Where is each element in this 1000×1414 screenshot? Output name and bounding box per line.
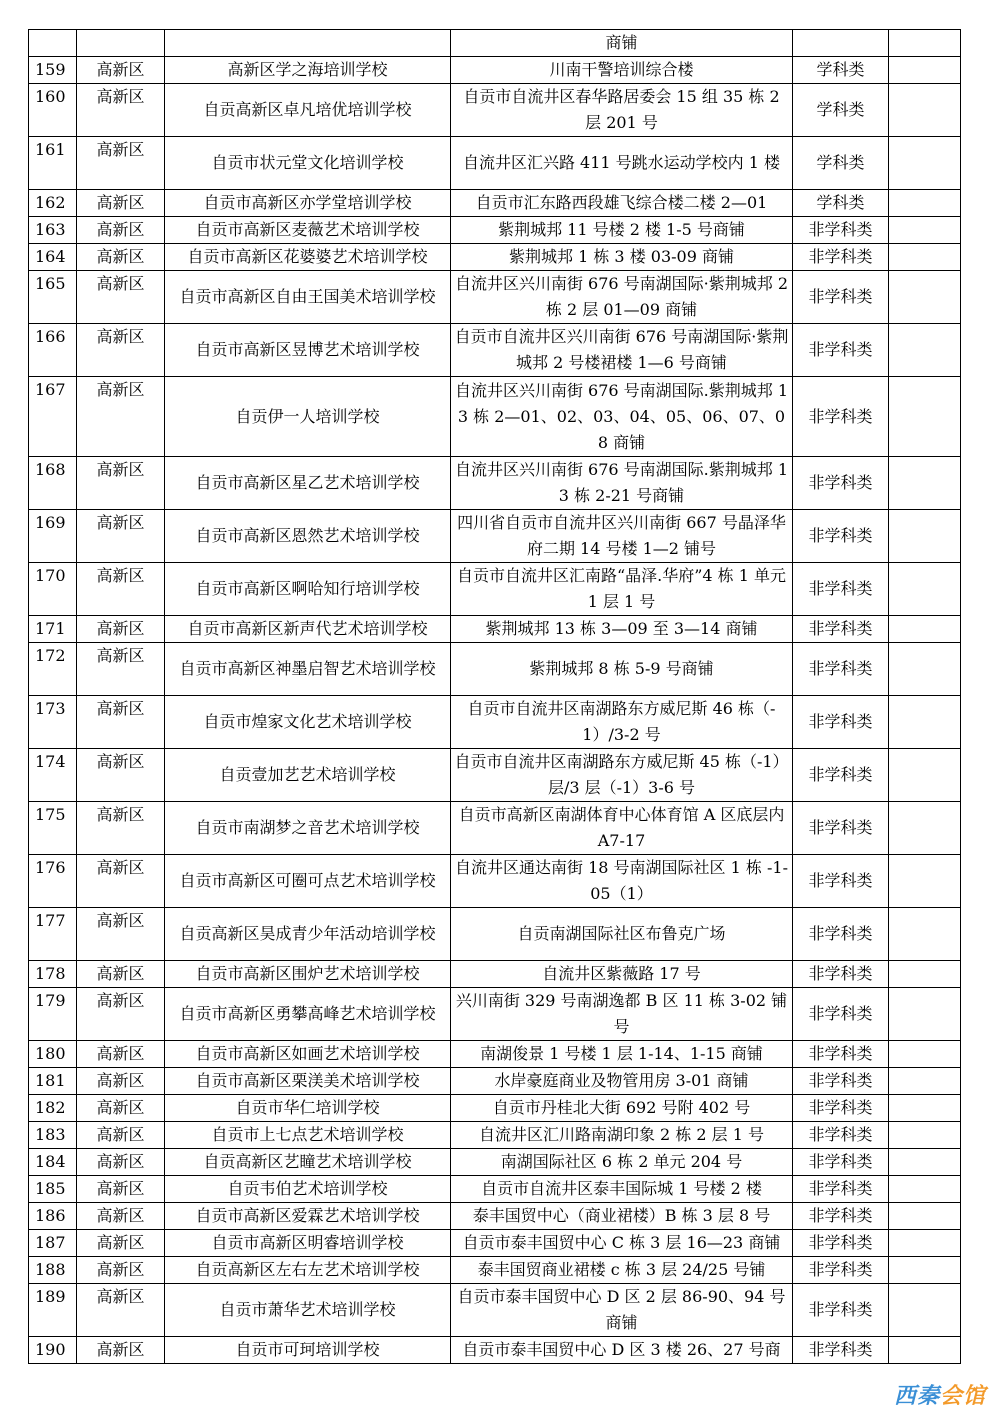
address-cell: 泰丰国贸中心（商业裙楼）B 栋 3 层 8 号 <box>451 1203 793 1230</box>
district-cell: 高新区 <box>77 855 165 908</box>
category-cell: 非学科类 <box>793 217 889 244</box>
row-number: 177 <box>29 908 77 961</box>
row-number: 185 <box>29 1176 77 1203</box>
school-name-cell: 自贡高新区昊成青少年活动培训学校 <box>165 908 451 961</box>
district-cell: 高新区 <box>77 1068 165 1095</box>
category-cell: 非学科类 <box>793 1041 889 1068</box>
row-number: 186 <box>29 1203 77 1230</box>
table-row <box>29 1337 961 1364</box>
school-name-cell: 自贡市高新区新声代艺术培训学校 <box>165 616 451 643</box>
category-cell: 非学科类 <box>793 1176 889 1203</box>
category-cell: 非学科类 <box>793 271 889 324</box>
address-cell: 商铺 <box>451 30 793 57</box>
row-number: 164 <box>29 244 77 271</box>
school-name-cell: 自贡市高新区昱博艺术培训学校 <box>165 324 451 377</box>
category-cell: 非学科类 <box>793 616 889 643</box>
table-row <box>29 510 961 563</box>
school-name-cell: 自贡伊一人培训学校 <box>165 377 451 457</box>
school-name-cell: 自贡市高新区可圈可点艺术培训学校 <box>165 855 451 908</box>
remark-cell <box>889 377 961 457</box>
category-cell: 非学科类 <box>793 1257 889 1284</box>
school-name-cell: 自贡市高新区爱霖艺术培训学校 <box>165 1203 451 1230</box>
category-cell: 非学科类 <box>793 377 889 457</box>
address-cell: 自流井区兴川南街 676 号南湖国际.紫荆城邦 13 栋 2—01、02、03、04、05、06、07、08 商铺 <box>451 377 793 457</box>
remark-cell <box>889 749 961 802</box>
remark-cell <box>889 457 961 510</box>
remark-cell <box>889 961 961 988</box>
remark-cell <box>889 1122 961 1149</box>
address-cell: 自贡市自流井区汇南路“晶泽.华府”4 栋 1 单元 1 层 1 号 <box>451 563 793 616</box>
remark-cell <box>889 988 961 1041</box>
category-cell: 非学科类 <box>793 988 889 1041</box>
address-cell: 自流井区汇川路南湖印象 2 栋 2 层 1 号 <box>451 1122 793 1149</box>
district-cell: 高新区 <box>77 696 165 749</box>
table-row <box>29 855 961 908</box>
remark-cell <box>889 802 961 855</box>
address-cell: 自贡市自流井区春华路居委会 15 组 35 栋 2 层 201 号 <box>451 84 793 137</box>
district-cell: 高新区 <box>77 1176 165 1203</box>
category-cell: 非学科类 <box>793 643 889 696</box>
table-row <box>29 244 961 271</box>
remark-cell <box>889 57 961 84</box>
row-number: 165 <box>29 271 77 324</box>
school-name-cell: 自贡市高新区自由王国美术培训学校 <box>165 271 451 324</box>
remark-cell <box>889 563 961 616</box>
category-cell: 学科类 <box>793 137 889 190</box>
address-cell: 紫荆城邦 11 号楼 2 楼 1-5 号商铺 <box>451 217 793 244</box>
address-cell: 四川省自贡市自流井区兴川南街 667 号晶泽华府二期 14 号楼 1—2 铺号 <box>451 510 793 563</box>
table-row <box>29 84 961 137</box>
remark-cell <box>889 1337 961 1364</box>
remark-cell <box>889 1257 961 1284</box>
row-number: 180 <box>29 1041 77 1068</box>
address-cell: 泰丰国贸商业裙楼 c 栋 3 层 24/25 号铺 <box>451 1257 793 1284</box>
remark-cell <box>889 643 961 696</box>
address-cell: 自流井区通达南街 18 号南湖国际社区 1 栋 -1-05（1） <box>451 855 793 908</box>
district-cell: 高新区 <box>77 643 165 696</box>
category-cell: 非学科类 <box>793 563 889 616</box>
address-cell: 自贡市自流井区南湖路东方威尼斯 45 栋（-1）层/3 层（-1）3-6 号 <box>451 749 793 802</box>
row-number: 172 <box>29 643 77 696</box>
table-row <box>29 1149 961 1176</box>
remark-cell <box>889 855 961 908</box>
school-name-cell: 自贡壹加艺艺术培训学校 <box>165 749 451 802</box>
district-cell: 高新区 <box>77 1230 165 1257</box>
address-cell: 南湖国际社区 6 栋 2 单元 204 号 <box>451 1149 793 1176</box>
row-number: 183 <box>29 1122 77 1149</box>
address-cell: 自贡市自流井区兴川南街 676 号南湖国际·紫荆城邦 2 号楼裙楼 1—6 号商铺 <box>451 324 793 377</box>
school-name-cell: 自贡市高新区星乙艺术培训学校 <box>165 457 451 510</box>
district-cell: 高新区 <box>77 1284 165 1337</box>
school-name-cell: 自贡市南湖梦之音艺术培训学校 <box>165 802 451 855</box>
remark-cell <box>889 324 961 377</box>
row-number: 171 <box>29 616 77 643</box>
school-list-table <box>28 29 961 1364</box>
address-cell: 兴川南街 329 号南湖逸都 B 区 11 栋 3-02 铺号 <box>451 988 793 1041</box>
address-cell: 自流井区兴川南街 676 号南湖国际·紫荆城邦 2 栋 2 层 01—09 商铺 <box>451 271 793 324</box>
remark-cell <box>889 1230 961 1257</box>
table-row <box>29 643 961 696</box>
district-cell: 高新区 <box>77 563 165 616</box>
district-cell: 高新区 <box>77 377 165 457</box>
district-cell: 高新区 <box>77 1203 165 1230</box>
row-number: 181 <box>29 1068 77 1095</box>
table-row <box>29 1230 961 1257</box>
table-row <box>29 563 961 616</box>
address-cell: 自贡市泰丰国贸中心 C 栋 3 层 16—23 商铺 <box>451 1230 793 1257</box>
remark-cell <box>889 1176 961 1203</box>
district-cell: 高新区 <box>77 244 165 271</box>
address-cell: 水岸豪庭商业及物管用房 3-01 商铺 <box>451 1068 793 1095</box>
remark-cell <box>889 271 961 324</box>
remark-cell <box>889 244 961 271</box>
table-row <box>29 217 961 244</box>
school-name-cell: 自贡市高新区麦薇艺术培训学校 <box>165 217 451 244</box>
category-cell: 非学科类 <box>793 1284 889 1337</box>
school-name-cell: 自贡市高新区亦学堂培训学校 <box>165 190 451 217</box>
table-row <box>29 616 961 643</box>
category-cell: 非学科类 <box>793 749 889 802</box>
district-cell: 高新区 <box>77 1257 165 1284</box>
remark-cell <box>889 1149 961 1176</box>
district-cell: 高新区 <box>77 988 165 1041</box>
remark-cell <box>889 1095 961 1122</box>
school-name-cell: 自贡韦伯艺术培训学校 <box>165 1176 451 1203</box>
school-name-cell: 自贡市高新区啊哈知行培训学校 <box>165 563 451 616</box>
district-cell: 高新区 <box>77 271 165 324</box>
district-cell: 高新区 <box>77 802 165 855</box>
address-cell: 自流井区兴川南街 676 号南湖国际.紫荆城邦 13 栋 2-21 号商铺 <box>451 457 793 510</box>
district-cell: 高新区 <box>77 84 165 137</box>
table-row <box>29 137 961 190</box>
table-row <box>29 377 961 457</box>
address-cell: 自流井区汇兴路 411 号跳水运动学校内 1 楼 <box>451 137 793 190</box>
watermark-logo: 西秦会馆 <box>893 1384 986 1409</box>
table-row <box>29 908 961 961</box>
table-row <box>29 457 961 510</box>
school-name-cell: 自贡市上七点艺术培训学校 <box>165 1122 451 1149</box>
table-row <box>29 1095 961 1122</box>
school-name-cell: 自贡高新区卓凡培优培训学校 <box>165 84 451 137</box>
remark-cell <box>889 190 961 217</box>
table-row <box>29 1068 961 1095</box>
school-name-cell: 自贡市萧华艺术培训学校 <box>165 1284 451 1337</box>
category-cell: 非学科类 <box>793 1122 889 1149</box>
table-row <box>29 696 961 749</box>
row-number: 182 <box>29 1095 77 1122</box>
school-name-cell: 自贡市高新区围炉艺术培训学校 <box>165 961 451 988</box>
address-cell: 自流井区紫薇路 17 号 <box>451 961 793 988</box>
table-row <box>29 57 961 84</box>
remark-cell <box>889 696 961 749</box>
remark-cell <box>889 908 961 961</box>
address-cell: 南湖俊景 1 号楼 1 层 1-14、1-15 商铺 <box>451 1041 793 1068</box>
remark-cell <box>889 137 961 190</box>
category-cell: 非学科类 <box>793 1149 889 1176</box>
school-name-cell: 自贡市高新区栗渼美术培训学校 <box>165 1068 451 1095</box>
table-row <box>29 271 961 324</box>
category-cell: 非学科类 <box>793 1068 889 1095</box>
table-row <box>29 988 961 1041</box>
school-name-cell: 自贡市高新区明睿培训学校 <box>165 1230 451 1257</box>
table-row <box>29 190 961 217</box>
school-name-cell: 高新区学之海培训学校 <box>165 57 451 84</box>
school-name-cell: 自贡市状元堂文化培训学校 <box>165 137 451 190</box>
district-cell: 高新区 <box>77 1337 165 1364</box>
address-cell: 自贡市泰丰国贸中心 D 区 2 层 86-90、94 号商铺 <box>451 1284 793 1337</box>
table-row <box>29 1284 961 1337</box>
category-cell: 非学科类 <box>793 696 889 749</box>
row-number: 169 <box>29 510 77 563</box>
category-cell: 非学科类 <box>793 961 889 988</box>
row-number: 190 <box>29 1337 77 1364</box>
address-cell: 自贡市汇东路西段雄飞综合楼二楼 2—01 <box>451 190 793 217</box>
address-cell: 紫荆城邦 8 栋 5-9 号商铺 <box>451 643 793 696</box>
table-row <box>29 1041 961 1068</box>
row-number: 184 <box>29 1149 77 1176</box>
district-cell: 高新区 <box>77 510 165 563</box>
address-cell: 紫荆城邦 1 栋 3 楼 03-09 商铺 <box>451 244 793 271</box>
address-cell: 自贡市自流井区泰丰国际城 1 号楼 2 楼 <box>451 1176 793 1203</box>
remark-cell <box>889 616 961 643</box>
table-row <box>29 324 961 377</box>
row-number: 173 <box>29 696 77 749</box>
table-row <box>29 802 961 855</box>
district-cell: 高新区 <box>77 749 165 802</box>
remark-cell <box>889 84 961 137</box>
address-cell: 自贡市丹桂北大街 692 号附 402 号 <box>451 1095 793 1122</box>
row-number: 175 <box>29 802 77 855</box>
row-number: 163 <box>29 217 77 244</box>
district-cell: 高新区 <box>77 1095 165 1122</box>
district-cell: 高新区 <box>77 57 165 84</box>
school-name-cell: 自贡高新区艺瞳艺术培训学校 <box>165 1149 451 1176</box>
remark-cell <box>889 217 961 244</box>
district-cell: 高新区 <box>77 616 165 643</box>
address-cell: 自贡市高新区南湖体育中心体育馆 A 区底层内 A7-17 <box>451 802 793 855</box>
table-row <box>29 1257 961 1284</box>
school-name-cell: 自贡市高新区花婆婆艺术培训学校 <box>165 244 451 271</box>
remark-cell <box>889 1068 961 1095</box>
district-cell: 高新区 <box>77 190 165 217</box>
remark-cell <box>889 1284 961 1337</box>
row-number: 188 <box>29 1257 77 1284</box>
row-number: 159 <box>29 57 77 84</box>
row-number: 187 <box>29 1230 77 1257</box>
remark-cell <box>889 510 961 563</box>
district-cell: 高新区 <box>77 1149 165 1176</box>
school-name-cell: 自贡市华仁培训学校 <box>165 1095 451 1122</box>
row-number: 160 <box>29 84 77 137</box>
row-number: 189 <box>29 1284 77 1337</box>
address-cell: 自贡南湖国际社区布鲁克广场 <box>451 908 793 961</box>
table-row <box>29 1203 961 1230</box>
school-name-cell: 自贡市可珂培训学校 <box>165 1337 451 1364</box>
district-cell: 高新区 <box>77 1041 165 1068</box>
address-cell: 自贡市自流井区南湖路东方威尼斯 46 栋（-1）/3-2 号 <box>451 696 793 749</box>
district-cell: 高新区 <box>77 217 165 244</box>
school-name-cell: 自贡市高新区神墨启智艺术培训学校 <box>165 643 451 696</box>
table-row <box>29 1176 961 1203</box>
category-cell: 非学科类 <box>793 908 889 961</box>
row-number: 178 <box>29 961 77 988</box>
school-name-cell: 自贡市高新区如画艺术培训学校 <box>165 1041 451 1068</box>
school-name-cell: 自贡市煌家文化艺术培训学校 <box>165 696 451 749</box>
district-cell: 高新区 <box>77 1122 165 1149</box>
row-number: 162 <box>29 190 77 217</box>
address-cell: 紫荆城邦 13 栋 3—09 至 3—14 商铺 <box>451 616 793 643</box>
table-row <box>29 961 961 988</box>
row-number: 167 <box>29 377 77 457</box>
district-cell: 高新区 <box>77 137 165 190</box>
district-cell: 高新区 <box>77 324 165 377</box>
category-cell: 非学科类 <box>793 510 889 563</box>
district-cell: 高新区 <box>77 457 165 510</box>
category-cell: 学科类 <box>793 190 889 217</box>
category-cell: 非学科类 <box>793 802 889 855</box>
row-number: 168 <box>29 457 77 510</box>
category-cell: 学科类 <box>793 57 889 84</box>
category-cell: 非学科类 <box>793 1203 889 1230</box>
row-number: 161 <box>29 137 77 190</box>
category-cell: 非学科类 <box>793 855 889 908</box>
district-cell: 高新区 <box>77 961 165 988</box>
category-cell: 学科类 <box>793 84 889 137</box>
continuation-row <box>29 30 961 57</box>
category-cell: 非学科类 <box>793 1337 889 1364</box>
category-cell: 非学科类 <box>793 324 889 377</box>
row-number: 179 <box>29 988 77 1041</box>
address-cell: 川南干警培训综合楼 <box>451 57 793 84</box>
school-name-cell: 自贡高新区左右左艺术培训学校 <box>165 1257 451 1284</box>
table-row <box>29 1122 961 1149</box>
school-name-cell: 自贡市高新区恩然艺术培训学校 <box>165 510 451 563</box>
category-cell: 非学科类 <box>793 244 889 271</box>
district-cell: 高新区 <box>77 908 165 961</box>
row-number: 176 <box>29 855 77 908</box>
remark-cell <box>889 1041 961 1068</box>
school-name-cell: 自贡市高新区勇攀高峰艺术培训学校 <box>165 988 451 1041</box>
table-row <box>29 749 961 802</box>
row-number: 170 <box>29 563 77 616</box>
category-cell: 非学科类 <box>793 1230 889 1257</box>
row-number: 166 <box>29 324 77 377</box>
remark-cell <box>889 1203 961 1230</box>
address-cell: 自贡市泰丰国贸中心 D 区 3 楼 26、27 号商 <box>451 1337 793 1364</box>
category-cell: 非学科类 <box>793 1095 889 1122</box>
category-cell: 非学科类 <box>793 457 889 510</box>
row-number: 174 <box>29 749 77 802</box>
